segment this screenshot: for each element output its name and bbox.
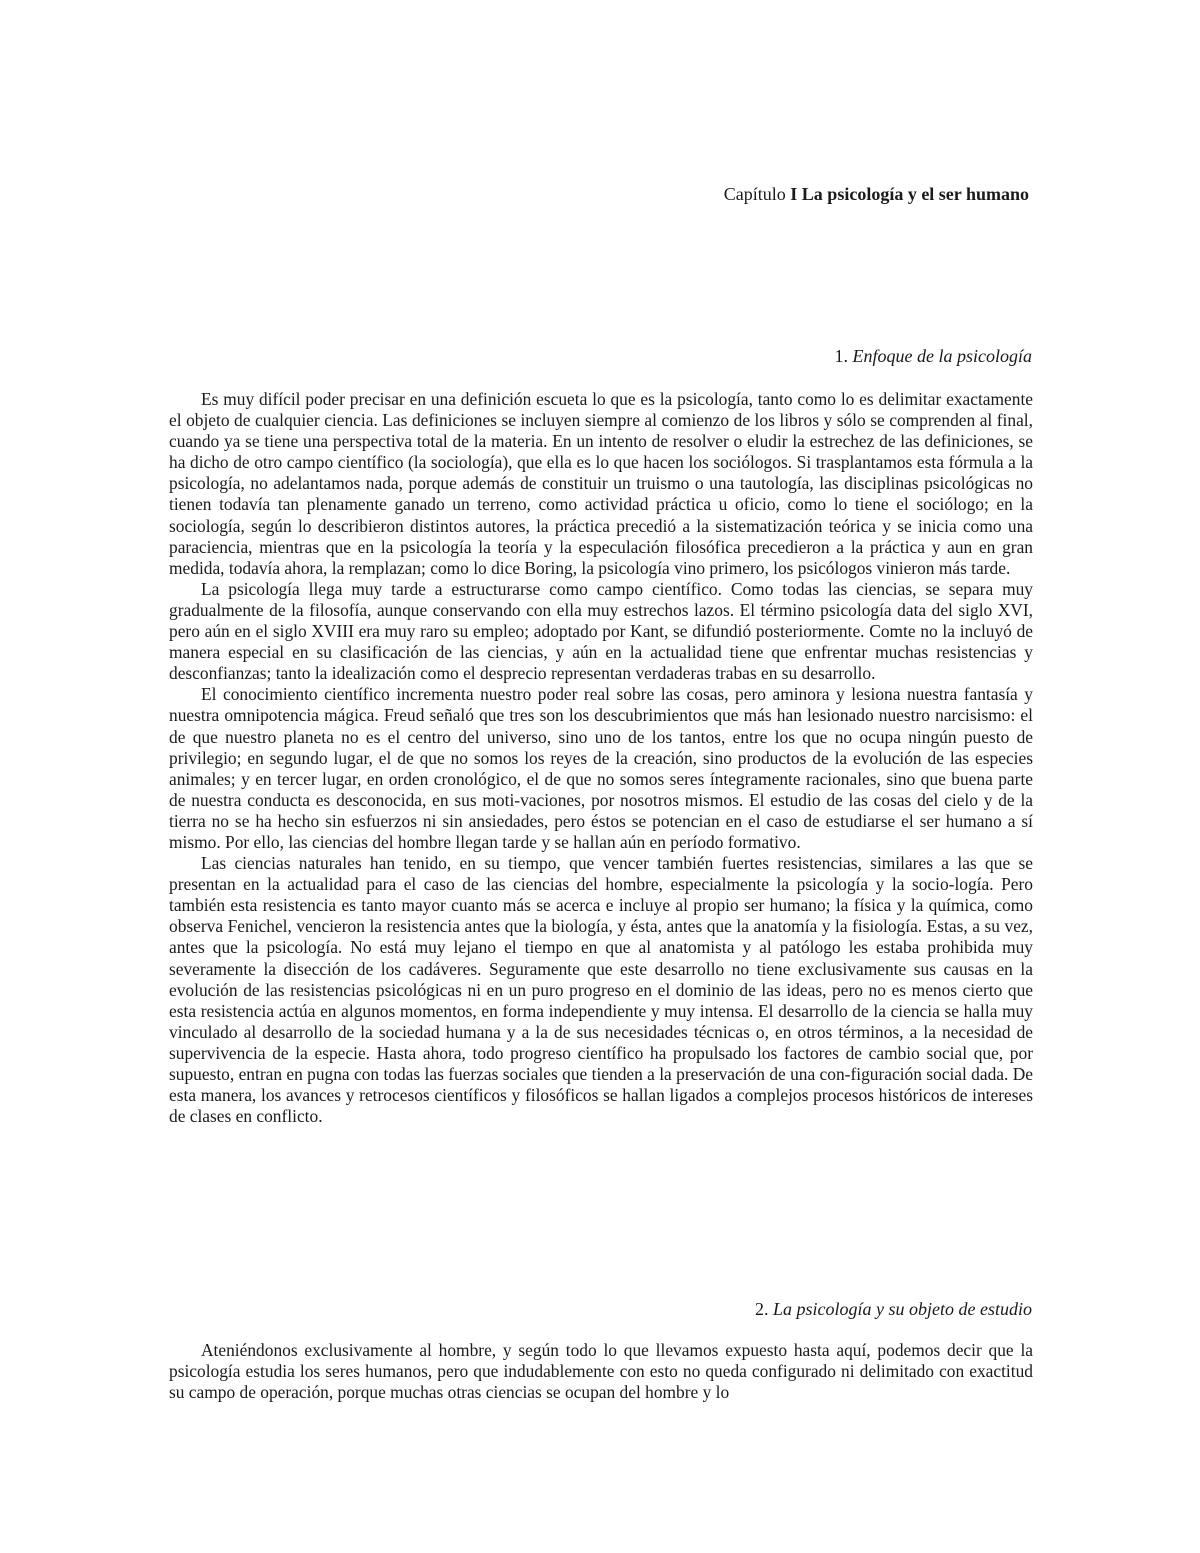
section-number: 2.	[755, 1299, 769, 1319]
paragraph: El conocimiento científico incrementa nuestro poder real sobre las cosas, pero aminora y lesiona nuestra fantasía y nuestra omnipotencia mágica. Freud señaló que tres son los descubrimientos que más han lesionado nuestro narcisismo: el de que nuestro planeta no es el centro del universo, sino uno de los tantos, entre los que no ocupa ningún puesto de privilegio; en segundo lugar, el de que no somos los reyes de la creación, sino productos de la evolución de las especies animales; y en tercer lugar, en orden cronológico, el de que no somos seres íntegramente racionales, sino que buena parte de nuestra conducta es desconocida, en sus moti-vaciones, por nosotros mismos. El estudio de las cosas del cielo y de la tierra no se ha hecho sin esfuerzos ni sin ansiedades, pero éstos se potencian en el caso de estudiarse el ser humano a sí mismo. Por ello, las ciencias del hombre llegan tarde y se hallan aún en período formativo.	[169, 684, 1033, 852]
chapter-name: I La psicología y el ser humano	[790, 184, 1029, 204]
section-number: 1.	[834, 346, 849, 366]
section-1-body	[169, 389, 1033, 1127]
section-heading-1	[835, 345, 1032, 367]
section-2-body	[169, 1340, 1033, 1403]
chapter-label: Capítulo	[723, 184, 786, 204]
paragraph: Las ciencias naturales han tenido, en su tiempo, que vencer también fuertes resistencias, similares a las que se presentan en la actualidad para el caso de las ciencias del hombre, especialmente la psicología y la socio-logía. Pero también esta resistencia es tanto mayor cuanto más se acerca e incluye al propio ser humano; la física y la química, como observa Fenichel, vencieron la resistencia antes que la biología, y ésta, antes que la anatomía y la fisiología. Estas, a su vez, antes que la psicología. No está muy lejano el tiempo en que al anatomista y al patólogo les estaba prohibida muy severamente la disección de los cadáveres. Seguramente que este desarrollo no tiene exclusivamente sus causas en la evolución de las resistencias psicológicas ni en un puro progreso en el dominio de las ideas, pero no es menos cierto que esta resistencia actúa en algunos momentos, en forma independiente y muy intensa. El desarrollo de la ciencia se halla muy vinculado al desarrollo de la sociedad humana y a la de sus necesidades técnicas o, en otros términos, a la necesidad de supervivencia de la especie. Hasta ahora, todo progreso científico ha propulsado los factores de cambio social que, por supuesto, entran en pugna con todas las fuerzas sociales que tienden a la preservación de una con-figuración social dada. De esta manera, los avances y retrocesos científicos y filosóficos se hallan ligados a complejos procesos históricos de intereses de clases en conflicto.	[169, 853, 1033, 1127]
paragraph: La psicología llega muy tarde a estructurarse como campo científico. Como todas las ciencias, se separa muy gradualmente de la filosofía, aunque conservando con ella muy estrechos lazos. El término psicología data del siglo XVI, pero aún en el siglo XVIII era muy raro su empleo; adoptado por Kant, se difundió posteriormente. Comte no la incluyó de manera especial en su clasificación de las ciencias, y aún en la actualidad tiene que enfrentar muchas resistencias y desconfianzas; tanto la idealización como el desprecio representan verdaderas trabas en su desarrollo.	[169, 578, 1033, 684]
section-title: Enfoque de la psicología	[852, 346, 1032, 366]
section-title: La psicología y su objeto de estudio	[773, 1299, 1032, 1319]
section-heading-2	[755, 1298, 1032, 1320]
paragraph: Es muy difícil poder precisar en una definición escueta lo que es la psicología, tanto como lo es delimitar exactamente el objeto de cualquier ciencia. Las definiciones se incluyen siempre al comienzo de los libros y sólo se comprenden al final, cuando ya se tiene una perspectiva total de la materia. En un intento de resolver o eludir la estrechez de las definiciones, se ha dicho de otro campo científico (la sociología), que ella es lo que hacen los sociólogos. Si trasplantamos esta fórmula a la psicología, no adelantamos nada, porque además de constituir un truismo o una tautología, las disciplinas psicológicas no tienen todavía tan plenamente ganado un terreno, como actividad práctica u oficio, como lo tiene el sociólogo; en la sociología, según lo describieron distintos autores, la práctica precedió a la sistematización teórica y se inicia como una paraciencia, mientras que en la psicología la teoría y la especulación filosófica precedieron a la práctica y aun en gran medida, todavía ahora, la remplazan; como lo dice Boring, la psicología vino primero, los psicólogos vinieron más tarde.	[169, 389, 1033, 578]
chapter-title	[724, 183, 1029, 205]
paragraph: Ateniéndonos exclusivamente al hombre, y según todo lo que llevamos expuesto hasta aquí, podemos decir que la psicología estudia los seres humanos, pero que indudablemente con esto no queda configurado ni delimitado con exactitud su campo de operación, porque muchas otras ciencias se ocupan del hombre y lo	[169, 1340, 1033, 1403]
